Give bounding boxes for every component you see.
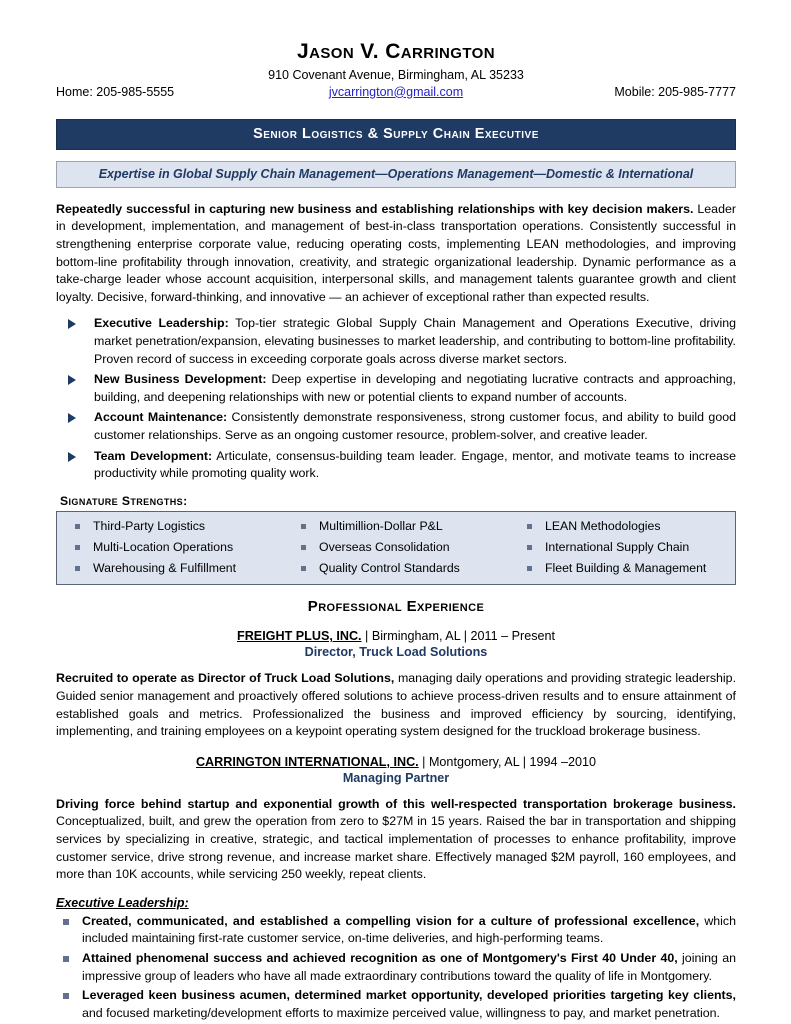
job-paragraph: [56, 670, 736, 740]
strength-label: Multi-Location Operations: [93, 540, 234, 554]
achievement-item: [56, 950, 736, 985]
strength-label: International Supply Chain: [545, 540, 690, 554]
achievement-item: [56, 987, 736, 1022]
achievement-text: and focused marketing/development efforts to maximize perceived value, willingness to pay, and market penetration.: [82, 1005, 721, 1020]
strength-item: [71, 537, 283, 558]
strength-label: Fleet Building & Management: [545, 561, 707, 576]
summary-body: Leader in development, implementation, and management of best-in-class transportation operations. Consistently successful in strengthening enterprise corporate value, reducing operating costs, implementing LEAN methodologies, and improving bottom-line profitability through innovation, creativity, and strategic organizational leadership. Dynamic performance as a take-charge leader whose account acquisition, interpersonal skills, and management talents guarantee growth and client loyalty. Decisive, forward-thinking, and innovative — an achiever of exceptional rather than expected results.: [56, 201, 736, 304]
strength-label: Warehousing & Fulfillment: [93, 561, 237, 576]
achievement-lead: Attained phenomenal success and achieved recognition as one of Montgomery's First 40 Under 40,: [82, 950, 678, 965]
square-bullet-icon: [301, 566, 306, 571]
square-bullet-icon: [527, 524, 532, 529]
job-header: [56, 629, 736, 643]
arrow-right-icon: [68, 375, 76, 385]
highlight-label: Team Development:: [94, 448, 213, 463]
square-bullet-icon: [301, 524, 306, 529]
square-bullet-icon: [75, 545, 80, 550]
strength-item: [523, 537, 735, 558]
strength-item: [297, 516, 509, 537]
strength-item: [297, 537, 509, 558]
strengths-column: [57, 516, 283, 579]
job-lead: Recruited to operate as Director of Truck Load Solutions,: [56, 671, 395, 686]
subheading-executive-leadership: Executive Leadership:: [56, 895, 189, 910]
strength-item: [71, 516, 283, 537]
strength-label: Third-Party Logistics: [93, 518, 206, 533]
strength-label: Overseas Consolidation: [319, 540, 450, 554]
job-body: managing daily operations and providing strategic leadership. Guided senior management and proactively offered solutions to achieve process-driven results and to ensure attainment of established goals and metrics. Professionalized the business and improved efficiency by sourcing, identifying, implementing, and training employees on a keypoint operating system designed for the truckload brokerage business.: [56, 671, 737, 739]
strength-label: LEAN Methodologies: [545, 518, 661, 533]
strength-label: Quality Control Standards: [319, 561, 460, 576]
section-heading-experience: Professional Experience: [307, 598, 485, 616]
highlight-text: Deep expertise in developing and negotiating lucrative contracts and approaching, building, and deepening relationships with new or potential clients to expand number of accounts.: [94, 372, 736, 404]
strength-item: [297, 558, 509, 579]
square-bullet-icon: [75, 566, 80, 571]
square-bullet-icon: [63, 956, 69, 962]
job-meta: | Montgomery, AL | 1994 –2010: [418, 754, 597, 769]
highlights-list: [56, 315, 736, 482]
expertise-bar: Expertise in Global Supply Chain Management—Operations Management—Domestic & International: [56, 161, 736, 188]
achievement-item: [56, 913, 736, 948]
summary-lead: Repeatedly successful in capturing new business and establishing relationships with key decision makers.: [56, 201, 694, 216]
strength-item: [71, 558, 283, 579]
strength-item: [523, 516, 735, 537]
signature-strengths-label: Signature Strengths:: [60, 493, 188, 508]
arrow-right-icon: [68, 319, 76, 329]
square-bullet-icon: [527, 566, 532, 571]
square-bullet-icon: [63, 993, 69, 999]
strengths-column: [283, 516, 509, 579]
square-bullet-icon: [63, 919, 69, 925]
job-paragraph: [56, 796, 736, 884]
job-title: Director, Truck Load Solutions: [304, 645, 488, 660]
highlight-label: New Business Development:: [94, 372, 267, 387]
email-link[interactable]: jvcarrington@gmail.com: [328, 84, 464, 99]
contact-row: [56, 85, 736, 105]
square-bullet-icon: [75, 524, 80, 529]
square-bullet-icon: [301, 545, 306, 550]
job-title: Managing Partner: [342, 770, 450, 785]
company-name: CARRINGTON INTERNATIONAL, INC.: [195, 754, 419, 769]
job-header: [56, 755, 736, 769]
job-body: Conceptualized, built, and grew the operation from zero to $27M in 15 years. Raised the bar in transportation and shipping services by specializing in creative, strategic, and tactical implementation of processes to enhance profitability, improve customer service, drive strong revenue, and increase market share. Effectively managed $2M payroll, 160 employees, and more than 10K accounts, while servicing 250 weekly, repeat clients.: [56, 814, 736, 882]
highlight-item: [56, 409, 736, 444]
highlight-text: Articulate, consensus-building team leader. Engage, mentor, and motivate teams to increase productivity while promoting quality work.: [94, 448, 736, 481]
square-bullet-icon: [527, 545, 532, 550]
home-phone: Home: 205-985-5555: [56, 84, 175, 99]
strength-item: [523, 558, 735, 579]
highlight-text: Consistently demonstrate responsiveness, strong customer focus, and ability to build good customer relationships. Serve as an ongoing customer resource, problem-solver, and creative leader.: [94, 410, 736, 443]
achievement-lead: Created, communicated, and established a compelling vision for a culture of professional excellence,: [82, 913, 700, 928]
arrow-right-icon: [68, 452, 76, 462]
strengths-column: [509, 516, 735, 579]
achievement-lead: Leveraged keen business acumen, determined market opportunity, developed priorities targeting key clients,: [82, 988, 736, 1003]
summary-paragraph: [56, 201, 736, 307]
highlight-label: Account Maintenance:: [94, 410, 228, 425]
headline-bar: Senior Logistics & Supply Chain Executive: [56, 119, 736, 150]
company-name: FREIGHT PLUS, INC.: [237, 629, 362, 644]
candidate-address: 910 Covenant Avenue, Birmingham, AL 35233: [268, 68, 524, 83]
job-meta: | Birmingham, AL | 2011 – Present: [361, 629, 555, 644]
achievement-text: joining an impressive group of leaders who have all made extraordinary contributions toward the quality of life in Montgomery.: [82, 950, 736, 983]
mobile-phone: Mobile: 205-985-7777: [614, 84, 736, 99]
highlight-item: [56, 371, 736, 406]
highlight-item: [56, 315, 736, 368]
resume-content: [56, 0, 736, 1022]
job-lead: Driving force behind startup and exponential growth of this well-respected transportation brokerage business.: [56, 796, 736, 811]
achievements-list: [56, 913, 736, 1023]
signature-strengths-box: [56, 511, 736, 585]
arrow-right-icon: [68, 413, 76, 423]
highlight-label: Executive Leadership:: [94, 316, 229, 331]
highlight-text: Top-tier strategic Global Supply Chain Management and Operations Executive, driving market penetration/expansion, elevating businesses to market leadership, and contributing to bottom-line profitability. Proven record of success in exceeding corporate goals across diverse market sectors.: [94, 316, 736, 366]
highlight-item: [56, 448, 736, 483]
achievement-text: which included maintaining first-rate customer service, on-time deliveries, and high-performing teams.: [82, 913, 736, 946]
candidate-name: Jason V. Carrington: [297, 40, 495, 63]
strength-label: Multimillion-Dollar P&L: [319, 518, 443, 533]
